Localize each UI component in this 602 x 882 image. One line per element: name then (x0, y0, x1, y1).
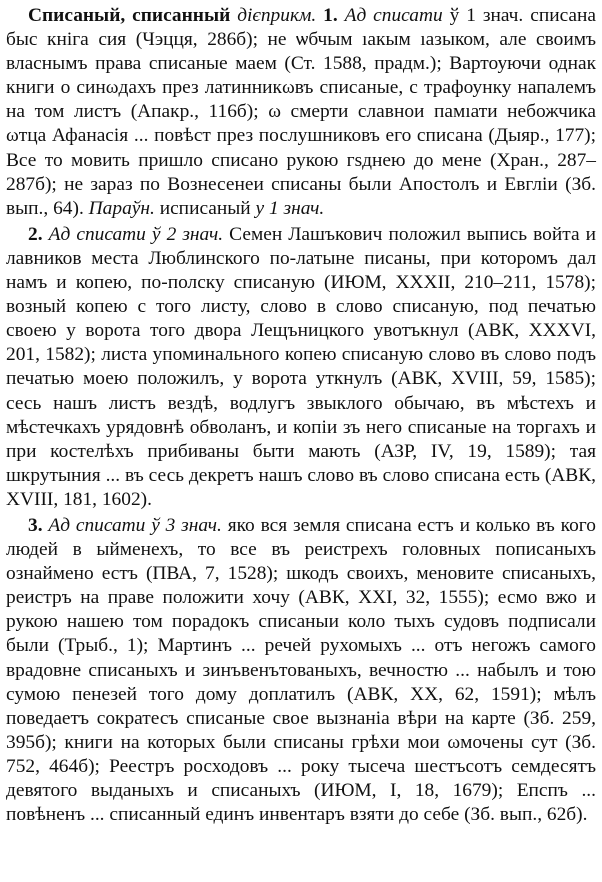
compare-word: исписаный (159, 197, 251, 219)
sense-number-1: 1. (323, 5, 338, 26)
sense-reference-meaning-3: ў 3 знач. (151, 514, 222, 536)
entry-sense-3 (6, 514, 596, 827)
entry-headword: Списаный, списанный (28, 5, 231, 26)
sense-body-2: Семен Лашъкович положил выпись войта и лавников места Люблинского по-латыне писаны, при которомъ дал намъ и копею, по-полску списаную (ИЮМ, XXXII, 210–211, 1578); возный копею с того листу, слово в слово списаную, под печатью своею у ворота того двора Лещъницкого увотъкнул (АВК, XXXVI, 201, 1582); листа упоминального копею списаную слово въ слово подъ печатью моею положилъ, у ворота уткнулъ (АВК, XVIII, 59, 1585); сесь нашъ листъ вездѣ, водлугъ звыклого обычаю, въ мѣстехъ и мѣстечкахъ урядовнѣ обволанъ, и копіи зъ него списаные на торгахъ и при костелѣхъ прибиваны быти мають (АЗР, IV, 19, 1589); тая шкрутыния ... въ сесь декретъ нашъ слово въ слово списана есть (АВК, XVIII, 181, 1602). (6, 223, 596, 510)
sense-reference-1: Ад списати (344, 5, 443, 26)
sense-reference-3: Ад списати (48, 514, 146, 536)
sense-reference-2: Ад списати (48, 223, 146, 245)
sense-number-3: 3. (28, 514, 43, 536)
part-of-speech: дієприкм. (237, 5, 317, 26)
sense-reference-meaning-1: ў 1 знач. (449, 5, 524, 26)
entry-sense-1 (6, 4, 596, 221)
compare-reference: у 1 знач. (255, 197, 325, 219)
compare-label: Параўн. (88, 197, 155, 219)
sense-body-1: списана быс кніга сия (Чэцця, 286б); не ѡбчым ıакым ıазыком, але своимъ власнымъ права списаные маем (Ст. 1588, прадм.); Вартоуючи однак книги о синωдахъ през латинникωвъ списаные, с трафоунку напалемъ на том листъ (Апакр., 116б); ω смерти славнои памıати небожчика ωтца Афанасія ... повѣст през послушниковъ его списана (Дыяр., 177); Все то мовить пришло списано рукою гѕднею до мене (Хран., 287–287б); не зараз по Вознесенеи списаны были Апостолъ и Евгліи (Зб. вып., 64). (6, 5, 597, 219)
entry-sense-2 (6, 223, 596, 512)
sense-reference-meaning-2: ў 2 знач. (151, 223, 224, 245)
sense-body-3: яко вся земля списана естъ и колько въ кого людей в ыйменехъ, то все въ реистрехъ головных пописаныхъ ознаймено естъ (ПВА, 7, 1528); шкодъ своихъ, меновите списаныхъ, реистръ на праве положити хочу (АВК, XXI, 32, 1555); есмо вжо и рукою нашею том порадокъ списаныи коло тыхъ судовъ подписали были (Трыб., 1); Мартинъ ... речей рухомыхъ ... отъ негожъ самого врадовне списаныхъ и зинъвенътованыхъ, вечностю ... набылъ и тою сумою пенезей того дому доплатилъ (АВК, XX, 62, 1591); мѣлъ поведаетъ сократесъ списаные свое вызнаніа вѣри на карте (Зб. 259, 395б); книги на которых были списаны грѣхи мои ωмочены сут (Зб. 752, 464б); Реестръ росходовъ ... року тысеча шестъсотъ семдесятъ девятого выданыхъ и списаныхъ (ИЮМ, I, 18, 1679); Епспъ ... повѣненъ ... списанный единъ инвентаръ взяти до себе (Зб. вып., 62б). (6, 514, 596, 826)
sense-number-2: 2. (28, 223, 43, 245)
